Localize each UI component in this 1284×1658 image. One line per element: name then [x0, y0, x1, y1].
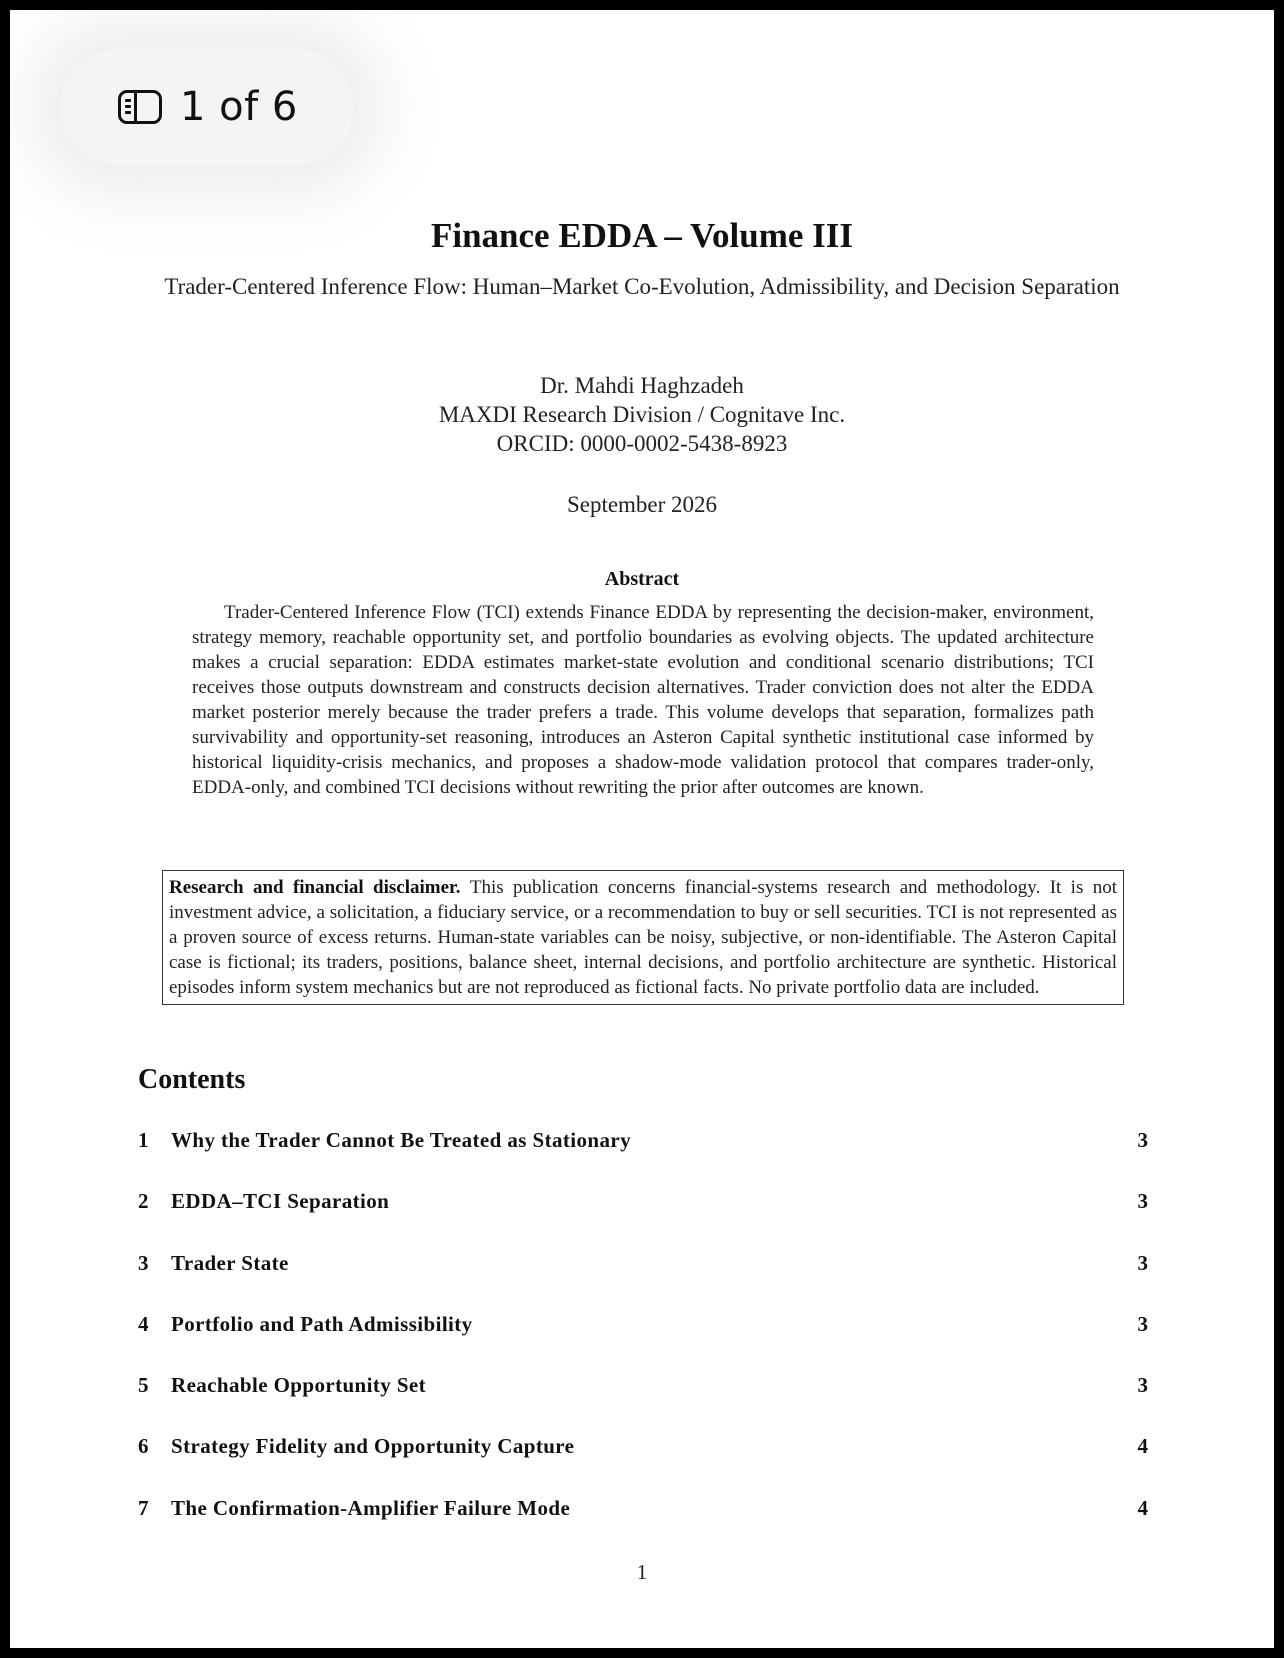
table-of-contents	[138, 1128, 1148, 1557]
toc-entry[interactable]	[138, 1189, 1148, 1250]
disclaimer-box	[162, 870, 1124, 1005]
toc-entry-page[interactable]: 3	[1137, 1373, 1148, 1398]
page-indicator-label: 1 of 6	[180, 84, 298, 130]
author-name: Dr. Mahdi Haghzadeh	[540, 373, 744, 398]
author-orcid: ORCID: 0000-0002-5438-8923	[496, 431, 788, 456]
toc-entry-page[interactable]: 3	[1137, 1128, 1148, 1152]
toc-entry-page[interactable]: 4	[1137, 1434, 1148, 1459]
document-viewer[interactable]	[10, 10, 1274, 1648]
toc-entry-number: 7	[138, 1495, 149, 1520]
toc-entry[interactable]	[138, 1496, 1148, 1557]
page-number: 1	[636, 1560, 648, 1584]
toc-entry-label[interactable]: Trader State	[171, 1250, 289, 1275]
toc-entry-number: 5	[138, 1373, 149, 1398]
disclaimer-lead: Research and financial disclaimer.	[169, 877, 461, 898]
author-affiliation: MAXDI Research Division / Cognitave Inc.	[438, 402, 846, 427]
toc-entry-page[interactable]: 3	[1137, 1189, 1148, 1214]
toc-entry-label[interactable]: Strategy Fidelity and Opportunity Capture	[171, 1434, 575, 1459]
toc-entry-page[interactable]: 3	[1137, 1250, 1148, 1275]
toc-entry-label[interactable]: The Confirmation-Amplifier Failure Mode	[171, 1495, 571, 1520]
disclaimer-text: This publication concerns financial-systems research and methodology. It is not investment advice, a solicitation, a fiduciary service, or a recommendation to buy or sell securities. TCI is not represented as a proven source of excess returns. Human-state variables can be noisy, subjective, or non-identifiable. The Asteron Capital case is fictional; its traders, positions, balance sheet, internal decisions, and portfolio architecture are synthetic. Historical episodes inform system mechanics but are not reproduced as fictional facts. No private portfolio data are included.	[169, 877, 1117, 998]
toc-entry[interactable]	[138, 1434, 1148, 1495]
toc-entry-label[interactable]: Why the Trader Cannot Be Treated as Stationary	[171, 1128, 631, 1152]
document-subtitle: Trader-Centered Inference Flow: Human–Market Co-Evolution, Admissibility, and Decision Separation	[164, 274, 1120, 299]
toc-entry-number: 6	[138, 1434, 149, 1459]
toc-entry-label[interactable]: Portfolio and Path Admissibility	[171, 1311, 473, 1336]
toc-entry-page[interactable]: 4	[1137, 1495, 1148, 1520]
author-block	[10, 371, 1274, 458]
toc-entry-label[interactable]: Reachable Opportunity Set	[171, 1373, 427, 1398]
page-indicator-pill[interactable]	[60, 49, 354, 165]
pdf-page	[10, 10, 1274, 1648]
abstract-body: Trader-Centered Inference Flow (TCI) extends Finance EDDA by representing the decision-maker, environment, strategy memory, reachable opportunity set, and portfolio boundaries as evolving objects. The updated architecture makes a crucial separation: EDDA estimates market-state evolution and conditional scenario distributions; TCI receives those outputs downstream and constructs decision alternatives. Trader conviction does not alter the EDDA market posterior merely because the trader prefers a trade. This volume develops that separation, formalizes path survivability and opportunity-set reasoning, introduces an Asteron Capital synthetic institutional case informed by historical liquidity-crisis mechanics, and proposes a shadow-mode validation protocol that compares trader-only, EDDA-only, and combined TCI decisions without rewriting the prior after outcomes are known.	[192, 602, 1094, 798]
toc-entry-number: 4	[138, 1311, 149, 1336]
toc-entry[interactable]	[138, 1251, 1148, 1312]
document-date: September 2026	[566, 492, 718, 517]
abstract-heading: Abstract	[604, 568, 680, 590]
document-title: Finance EDDA – Volume III	[430, 216, 854, 255]
toc-entry-page[interactable]: 3	[1137, 1311, 1148, 1336]
contents-heading: Contents	[138, 1064, 246, 1095]
toc-entry-number: 1	[138, 1128, 149, 1152]
toc-entry-number: 2	[138, 1189, 149, 1214]
toc-entry[interactable]	[138, 1312, 1148, 1373]
toc-entry-number: 3	[138, 1250, 149, 1275]
toc-entry[interactable]	[138, 1128, 1148, 1189]
toc-entry[interactable]	[138, 1373, 1148, 1434]
toc-entry-label[interactable]: EDDA–TCI Separation	[171, 1189, 390, 1214]
sidebar-icon[interactable]	[118, 90, 162, 124]
